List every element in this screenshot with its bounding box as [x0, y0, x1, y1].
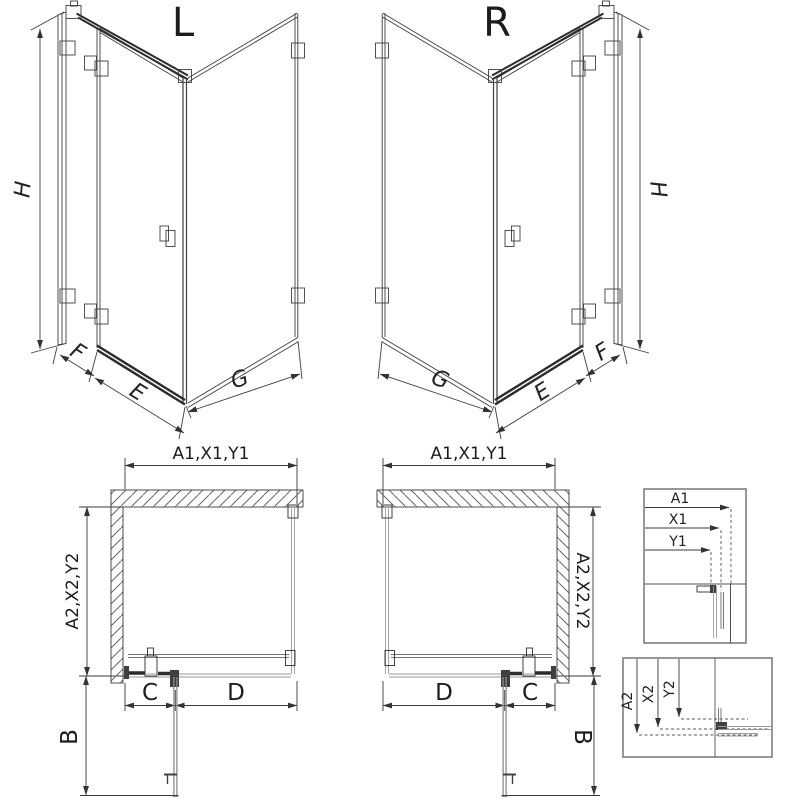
- f-label-right: F: [590, 338, 615, 367]
- detail-box-width: [644, 489, 746, 643]
- plan-left-depth-label: A2,X2,Y2: [63, 552, 83, 630]
- detail-x2-label: X2: [641, 684, 657, 704]
- detail-y2-label: Y2: [662, 680, 678, 698]
- e-label-right: E: [530, 378, 556, 407]
- plan-left-d-label: D: [227, 680, 245, 706]
- plan-right-depth-label: A2,X2,Y2: [572, 552, 592, 630]
- corner-profile-detail: [697, 584, 731, 643]
- plan-view-right: [377, 444, 601, 796]
- plan-right-width-label: A1,X1,Y1: [430, 444, 508, 464]
- g-label-left: G: [227, 365, 253, 395]
- plan-left-c-label: C: [141, 680, 159, 706]
- detail-a2-label: A2: [620, 691, 636, 711]
- detail-a1-label: A1: [670, 491, 690, 507]
- iso-view-left: [10, 0, 304, 439]
- plan-right-c-label: C: [521, 680, 539, 706]
- plan-right-b-label: B: [569, 729, 595, 745]
- plan-view-left: [57, 444, 303, 796]
- height-label-left: H: [10, 180, 37, 199]
- detail-y1-label: Y1: [669, 534, 687, 550]
- variant-left-title: L: [171, 0, 195, 46]
- tray-profile-detail: [716, 708, 771, 736]
- e-label-left: E: [124, 378, 150, 407]
- variant-right-title: R: [483, 0, 511, 46]
- iso-view-right: [376, 0, 671, 439]
- g-label-right: G: [427, 365, 453, 395]
- plan-left-b-label: B: [57, 729, 83, 745]
- f-label-left: F: [65, 338, 90, 367]
- detail-box-depth: [620, 658, 772, 757]
- plan-right-d-label: D: [435, 680, 453, 706]
- plan-left-width-label: A1,X1,Y1: [172, 444, 250, 464]
- detail-x1-label: X1: [668, 512, 688, 528]
- height-label-right: H: [644, 180, 671, 199]
